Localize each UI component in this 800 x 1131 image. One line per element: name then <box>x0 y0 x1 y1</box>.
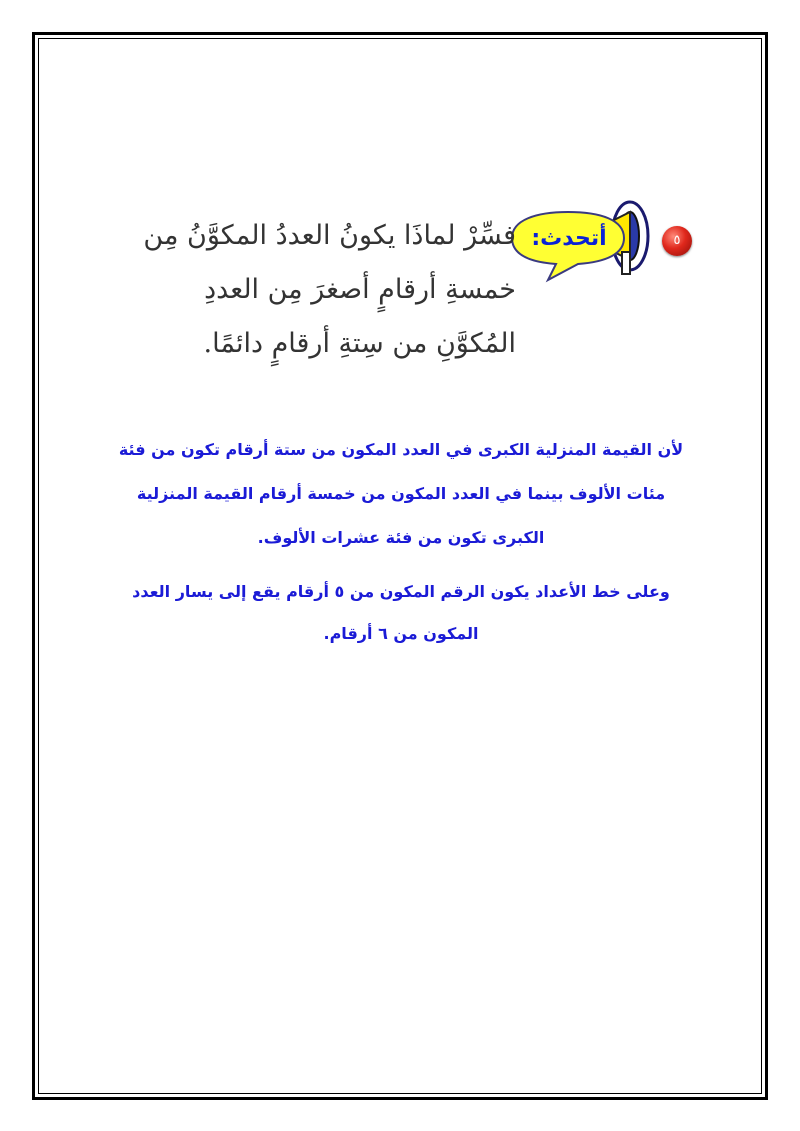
talk-label: أتحدث: <box>531 226 607 251</box>
answer-line-4: وعلى خط الأعداد يكون الرقم المكون من ٥ أرقام يقع إلى يسار العدد <box>132 582 670 601</box>
question-line-3: المُكوَّنِ من سِتةِ أرقامٍ دائمًا. <box>203 328 516 359</box>
question-line-1: فسِّرْ لماذَا يكونُ العددُ المكوَّنُ مِن <box>143 220 516 251</box>
question-number-badge: ٥ <box>662 226 692 256</box>
answer-line-2: مئات الألوف بينما في العدد المكون من خمسة أرقام القيمة المنزلية <box>136 484 666 503</box>
answer-line-3: الكبرى تكون من فئة عشرات الألوف. <box>257 528 545 547</box>
answer-line-1: لأن القيمة المنزلية الكبرى في العدد المكون من ستة أرقام تكون من فئة <box>118 440 684 459</box>
answer-line-5: المكون من ٦ أرقام. <box>323 624 479 643</box>
question-line-2: خمسةِ أرقامٍ أصغرَ مِن العددِ <box>204 274 516 305</box>
